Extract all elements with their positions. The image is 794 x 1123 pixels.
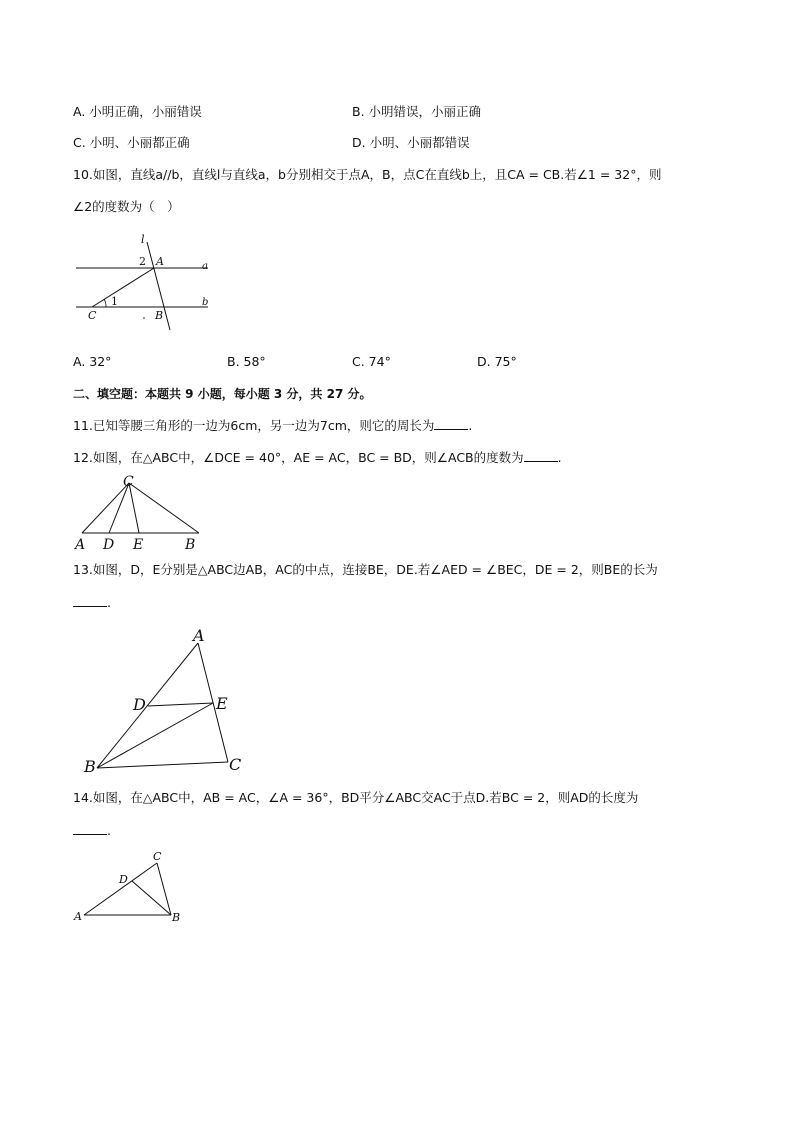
q10-stem-line2: ∠2的度数为（ ） (73, 199, 180, 214)
q13-label-B: B (84, 757, 96, 776)
q14-label-C: C (153, 850, 162, 863)
q12-answer-blank (524, 449, 558, 462)
q13-label-D: D (133, 695, 146, 714)
q14-figure (70, 846, 190, 928)
q13-answer-line: . (73, 594, 111, 611)
q10-label-2: 2 (139, 255, 146, 268)
q12-label-C: C (123, 474, 134, 490)
q12-label-D: D (103, 537, 115, 553)
q13-figure (80, 625, 250, 775)
q14-answer-line: . (73, 822, 111, 839)
q9-option-c: C. 小明、小丽都正确 (73, 135, 190, 150)
q12-stem: 12.如图，在△ABC中，∠DCE = 40°，AE = AC，BC = BD，则∠ACB的度数为 . (73, 450, 562, 465)
q13-label-C: C (229, 755, 242, 774)
q10-label-b: b (202, 297, 209, 308)
q9-option-b: B. 小明错误，小丽正确 (352, 104, 482, 119)
q12-figure (72, 471, 212, 551)
q14-label-A: A (74, 910, 82, 923)
q10-option-a: A. 32° (73, 354, 112, 369)
q10-option-c: C. 74° (352, 354, 391, 369)
q10-label-C: C (88, 309, 97, 322)
q10-option-d: D. 75° (477, 354, 517, 369)
q10-label-l: l (141, 233, 145, 246)
q13-stem: 13.如图，D，E分别是△ABC边AB，AC的中点，连接BE，DE.若∠AED = ∠BEC，DE = 2，则BE的长为 (73, 562, 658, 577)
q10-label-A: A (156, 255, 164, 268)
q13-answer-blank (73, 594, 107, 607)
q10-label-B: B (155, 309, 164, 322)
q11-answer-blank (434, 417, 468, 430)
q10-label-a: a (202, 261, 208, 272)
q10-stem-line1: 10.如图，直线a//b，直线l与直线a，b分别相交于点A，B，点C在直线b上，且CA = CB.若∠1 = 32°，则 (73, 167, 662, 182)
q10-option-b: B. 58° (227, 354, 266, 369)
q14-label-D: D (119, 873, 128, 886)
q14-answer-blank (73, 822, 107, 835)
q14-label-B: B (172, 911, 181, 924)
q12-label-E: E (133, 537, 144, 553)
q9-option-a: A. 小明正确，小丽错误 (73, 104, 202, 119)
q12-label-B: B (185, 537, 196, 553)
q14-stem: 14.如图，在△ABC中，AB = AC，∠A = 36°，BD平分∠ABC交AC于点D.若BC = 2，则AD的长度为 (73, 790, 639, 805)
q10-label-1: 1 (111, 295, 118, 308)
q12-label-A: A (75, 537, 86, 553)
q11-stem: 11.已知等腰三角形的一边为6cm，另一边为7cm，则它的周长为 . (73, 418, 473, 433)
q13-label-A: A (193, 626, 205, 645)
q9-option-d: D. 小明、小丽都错误 (352, 135, 470, 150)
section-2-title: 二、填空题：本题共 9 小题，每小题 3 分，共 27 分。 (73, 387, 372, 401)
q10-figure (70, 228, 220, 338)
q13-label-E: E (216, 694, 228, 713)
